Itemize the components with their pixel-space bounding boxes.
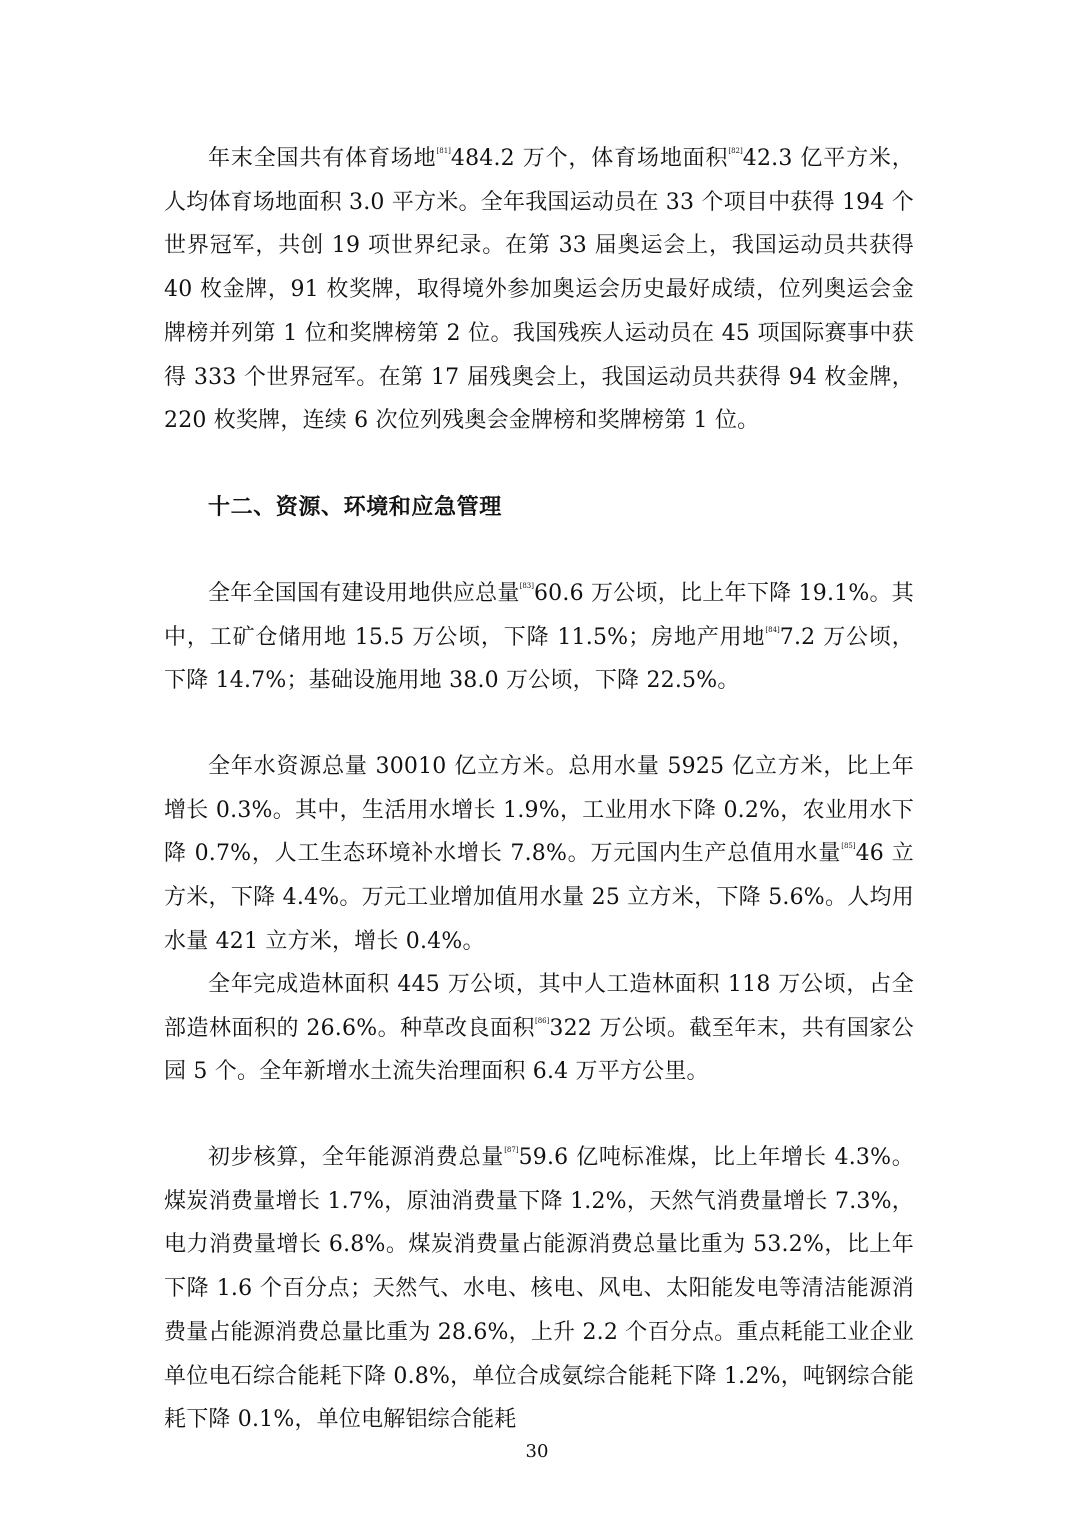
text-run: 42.3 亿平方米，人均体育场地面积 3.0 平方米。全年我国运动员在 33 个项目中获得 194 个世界冠军，共创 19 项世界纪录。在第 33 届奥运会上，我国运动员共获得 40 枚金牌，91 枚奖牌，取得境外参加奥运会历史最好成绩，位列奥运会金牌榜并列第 1 位和奖牌榜第 2 位。我国残疾人运动员在 45 项国际赛事中获得 333 个世界冠军。在第 17 届残奥会上，我国运动员共获得 94 枚金牌，220 枚奖牌，连续 6 次位列残奥会金牌榜和奖牌榜第 1 位。	[164, 146, 914, 434]
footnote-marker-82[interactable]: [82]	[728, 147, 743, 155]
footnote-marker-84[interactable]: [84]	[765, 625, 780, 634]
text-run: 全年完成造林面积 445 万公顷，其中人工造林面积 118 万公顷，占全部造林面积的 26.6%。种草改良面积	[164, 972, 914, 1041]
footnote-marker-83[interactable]: [83]	[519, 582, 534, 590]
text-run: 全年全国国有建设用地供应总量	[208, 581, 520, 606]
paragraph-water	[164, 745, 914, 964]
text-run: 59.6 亿吨标准煤，比上年增长 4.3%。煤炭消费量增长 1.7%，原油消费量下降 1.2%，天然气消费量增长 7.3%，电力消费量增长 6.8%。煤炭消费量占能源消费总量比重为 53.2%，比上年下降 1.6 个百分点；天然气、水电、核电、风电、太阳能发电等清洁能源消费量占能源消费总量比重为 28.6%，上升 2.2 个百分点。重点耗能工业企业单位电石综合能耗下降 0.8%，单位合成氨综合能耗下降 1.2%，吨钢综合能耗下降 0.1%，单位电解铝综合能耗	[164, 1145, 914, 1433]
text-run: 年末全国共有体育场地	[208, 146, 437, 171]
paragraph-sports	[164, 137, 914, 443]
text-run: 46 立方米，下降 4.4%。万元工业增加值用水量 25 立方米，下降 5.6%。人均用水量 421 立方米，增长 0.4%。	[164, 841, 914, 954]
text-run: 全年水资源总量 30010 亿立方米。总用水量 5925 亿立方米，比上年增长 0.3%。其中，生活用水增长 1.9%，工业用水下降 0.2%，农业用水下降 0.7%，人工生态环境补水增长 7.8%。万元国内生产总值用水量	[164, 754, 914, 867]
paragraph-land	[164, 572, 914, 703]
footnote-marker-81[interactable]: [81]	[436, 147, 451, 155]
text-run: 初步核算，全年能源消费总量	[208, 1145, 505, 1170]
section-heading: 十二、资源、环境和应急管理	[208, 494, 502, 520]
paragraph-forest	[164, 963, 914, 1094]
text-run: 322 万公顷。截至年末，共有国家公园 5 个。全年新增水土流失治理面积 6.4 万平方公里。	[164, 1015, 914, 1085]
text-run: 484.2 万个，体育场地面积	[450, 146, 729, 171]
footnote-marker-86[interactable]: [86]	[535, 1016, 550, 1025]
paragraph-energy	[164, 1136, 914, 1442]
text-run: 60.6 万公顷，比上年下降 19.1%。其中，工矿仓储用地 15.5 万公顷，下降 11.5%；房地产用地	[164, 581, 914, 650]
footnote-marker-85[interactable]: [85]	[841, 842, 856, 851]
text-run: 7.2 万公顷，下降 14.7%；基础设施用地 38.0 万公顷，下降 22.5%。	[164, 624, 914, 694]
footnote-marker-87[interactable]: [87]	[504, 1146, 519, 1154]
page-number: 30	[525, 1441, 549, 1462]
